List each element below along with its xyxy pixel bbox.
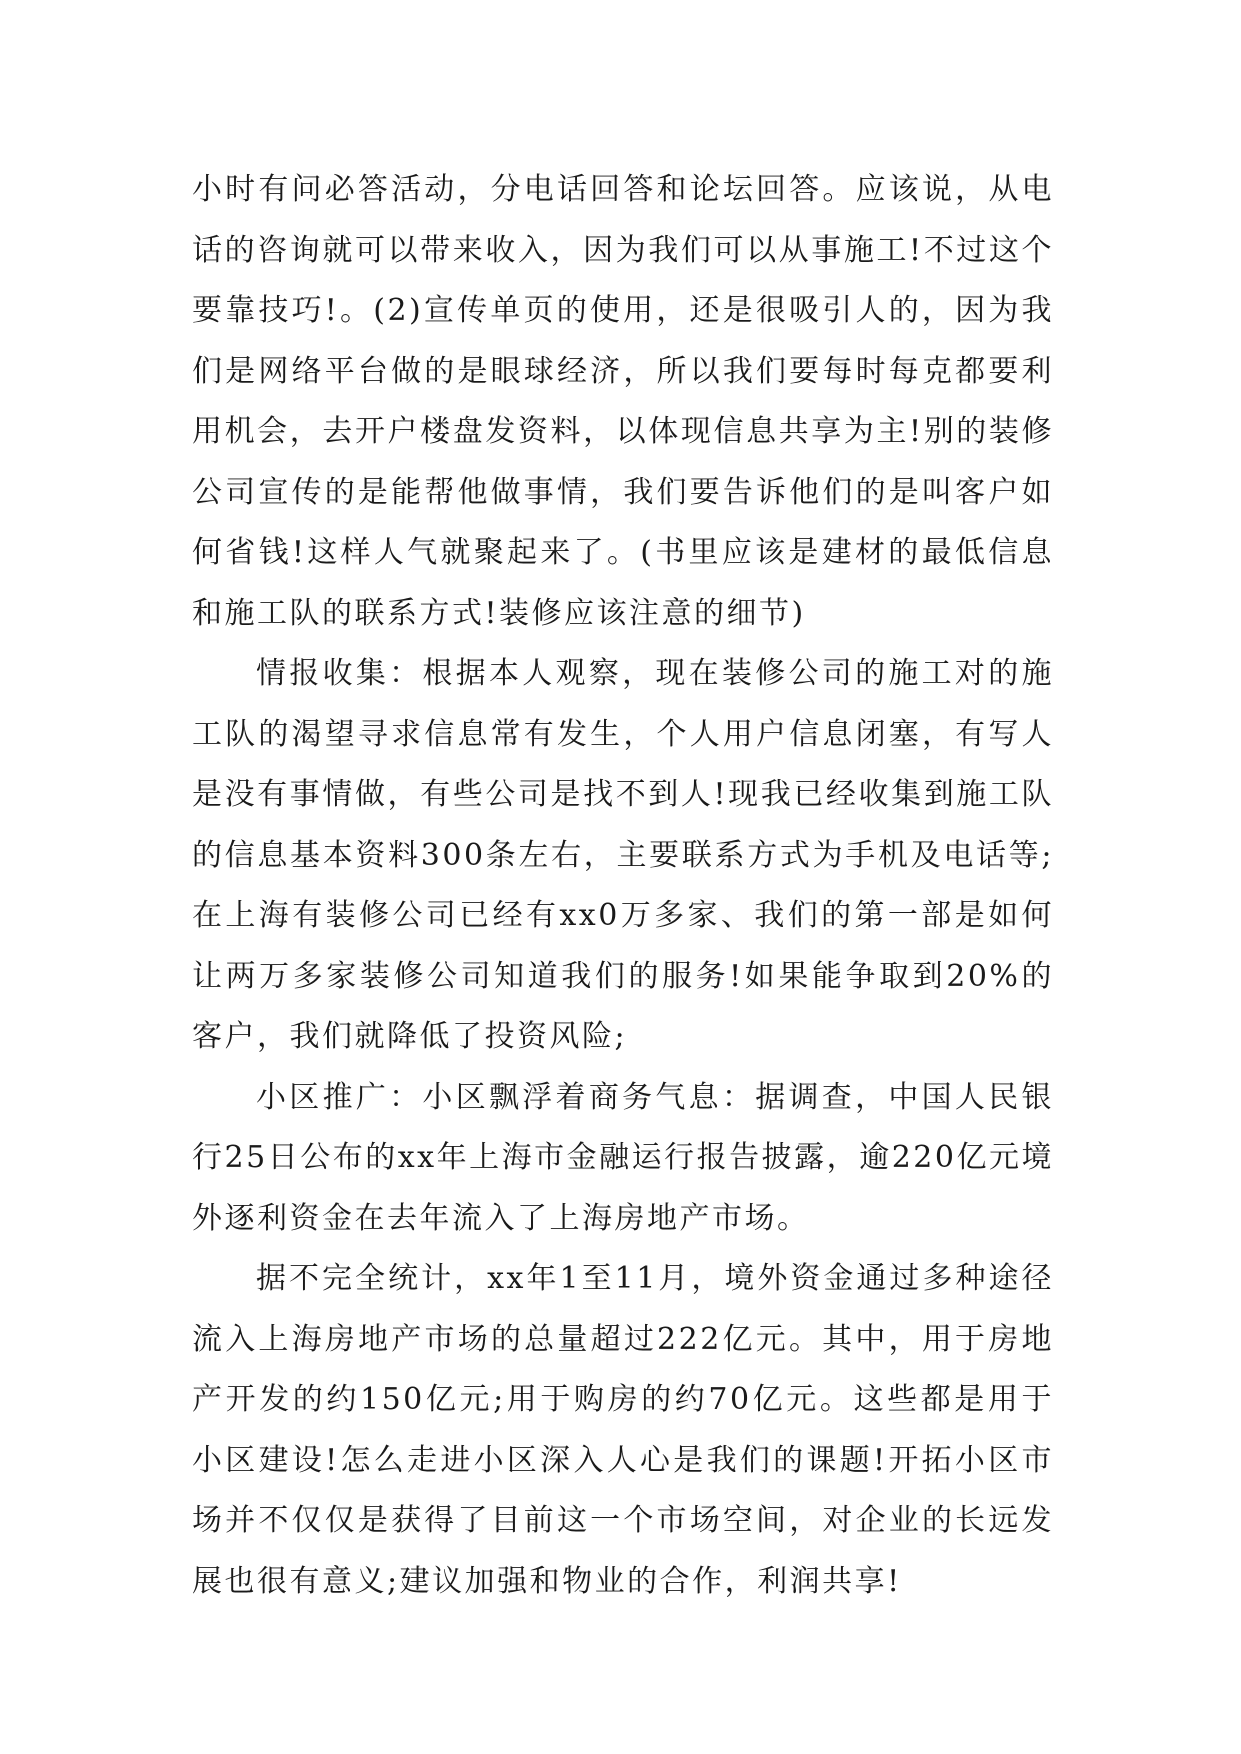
paragraph-statistics: 据不完全统计，xx年1至11月，境外资金通过多种途径流入上海房地产市场的总量超过222亿元。其中，用于房地产开发的约150亿元;用于购房的约70亿元。这些都是用于小区建设!怎么走进小区深入人心是我们的课题!开拓小区市场并不仅仅是获得了目前这一个市场空间，对企业的长远发展也很有意义;建议加强和物业的合作，利润共享! bbox=[192, 1261, 1054, 1599]
paragraph-community-promotion: 小区推广：小区飘浮着商务气息：据调查，中国人民银行25日公布的xx年上海市金融运行报告披露，逾220亿元境外逐利资金在去年流入了上海房地产市场。 bbox=[192, 1079, 1054, 1236]
paragraph-intelligence-collection: 情报收集：根据本人观察，现在装修公司的施工对的施工队的渴望寻求信息常有发生，个人用户信息闭塞，有写人是没有事情做，有些公司是找不到人!现我已经收集到施工队的信息基本资料300条左右，主要联系方式为手机及电话等;在上海有装修公司已经有xx0万多家、我们的第一部是如何让两万多家装修公司知道我们的服务!如果能争取到20%的客户，我们就降低了投资风险; bbox=[192, 656, 1054, 1054]
paragraph-phone-answer: 小时有问必答活动，分电话回答和论坛回答。应该说，从电话的咨询就可以带来收入，因为我们可以从事施工!不过这个要靠技巧!。(2)宣传单页的使用，还是很吸引人的，因为我们是网络平台做的是眼球经济，所以我们要每时每克都要利用机会，去开户楼盘发资料，以体现信息共享为主!别的装修公司宣传的是能帮他做事情，我们要告诉他们的是叫客户如何省钱!这样人气就聚起来了。(书里应该是建材的最低信息和施工队的联系方式!装修应该注意的细节) bbox=[192, 172, 1054, 631]
document-body bbox=[192, 160, 1054, 1612]
